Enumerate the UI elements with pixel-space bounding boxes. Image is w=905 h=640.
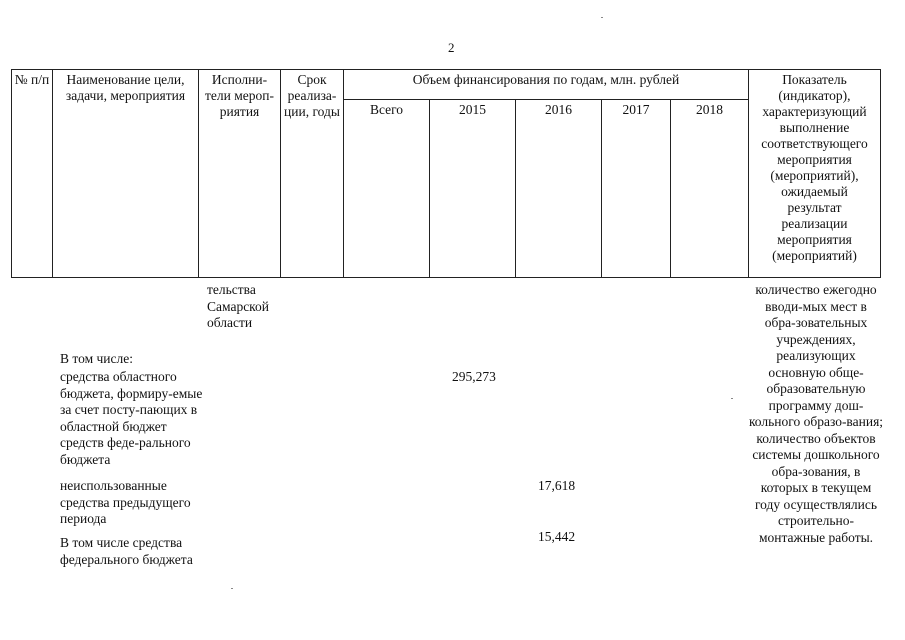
row-label-including: В том числе: <box>60 351 133 366</box>
header-2015: 2015 <box>430 100 516 278</box>
header-2016: 2016 <box>516 100 602 278</box>
header-executors: Исполни-тели мероп-риятия <box>199 70 281 278</box>
value-2015-regional: 295,273 <box>452 369 496 384</box>
page-number: 2 <box>448 40 455 55</box>
header-name: Наименование цели, задачи, мероприятия <box>53 70 199 278</box>
scan-speck <box>231 588 233 589</box>
value-2016-federal: 15,442 <box>538 529 576 544</box>
value-2016-unused: 17,618 <box>538 478 576 493</box>
header-2017: 2017 <box>602 100 671 278</box>
header-indicator: Показатель (индикатор), характеризующий выполнение соответствующего мероприятия (мероприятий), ожидаемый результат реализации мероприятия (мероприятий) <box>749 70 881 278</box>
indicator-continuation: количество ежегодно вводи-мых мест в обра-зовательных учреждениях, реализующих основную обще-образовательную программу дош-кольного образо-вания; количество объектов системы дошкольного обра-зования, в которых в текущем году осуществлялись строительно-монтажные работы. <box>748 282 884 545</box>
executor-continuation: тельства Самарской области <box>207 282 270 330</box>
header-term: Срок реализа-ции, годы <box>281 70 344 278</box>
row-label-regional-budget: средства областного бюджета, формиру-емые за счет посту-пающих в областной бюджет средств феде-рального бюджета <box>60 369 203 467</box>
row-label-federal: В том числе средства федерального бюджета <box>60 535 193 567</box>
header-2018: 2018 <box>671 100 749 278</box>
row-label-unused-funds: неиспользованные средства предыдущего периода <box>60 478 191 526</box>
scan-speck <box>601 17 603 18</box>
scan-speck <box>731 398 733 399</box>
header-table <box>11 69 881 278</box>
header-total: Всего <box>344 100 430 278</box>
header-financing: Объем финансирования по годам, млн. рублей <box>344 70 749 100</box>
header-num: № п/п <box>12 70 53 278</box>
